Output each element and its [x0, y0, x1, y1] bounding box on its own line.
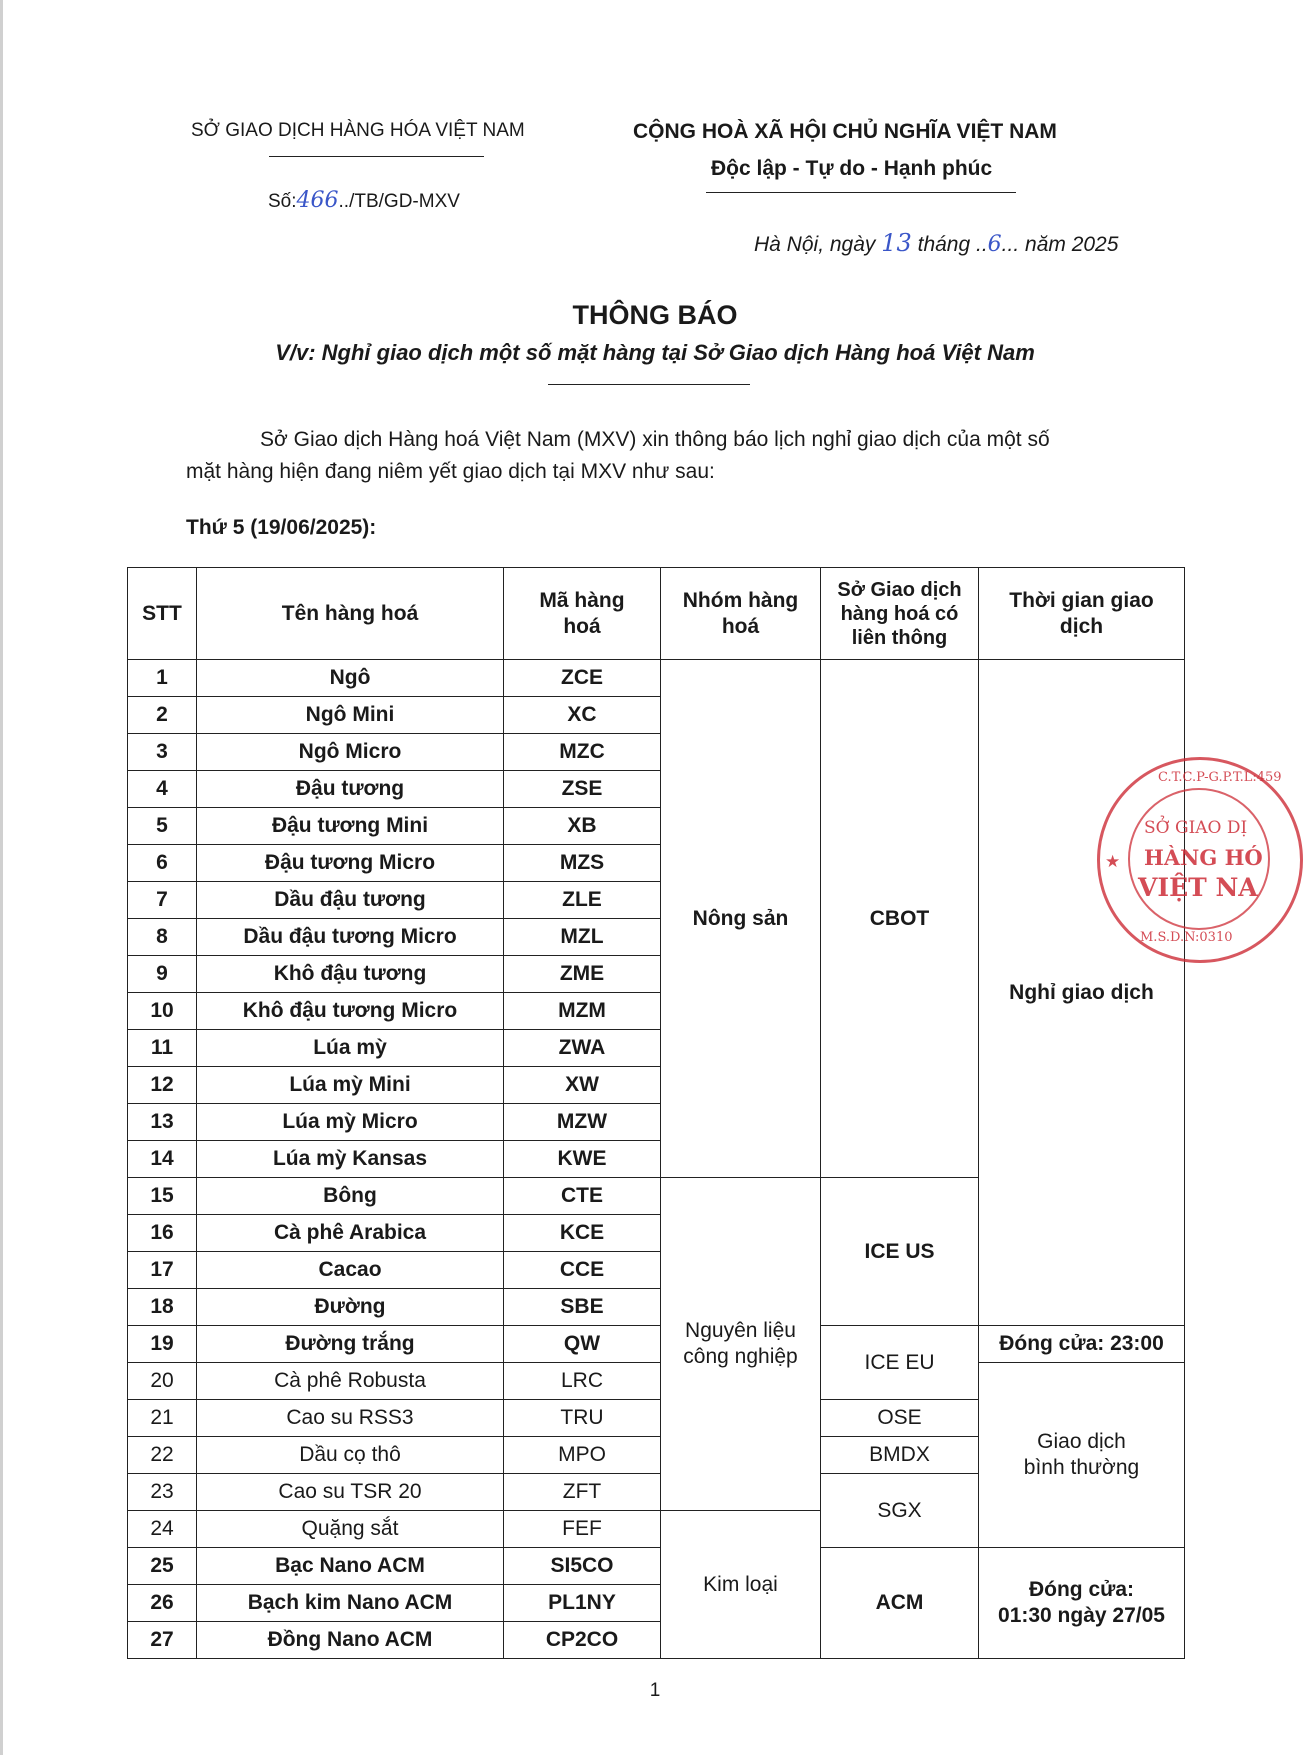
- cell-stt: 23: [128, 1474, 197, 1511]
- header-stt: STT: [128, 568, 197, 660]
- cell-name: Dầu cọ thô: [197, 1437, 504, 1474]
- cell-name: Lúa mỳ Kansas: [197, 1141, 504, 1178]
- stamp-arc-top: C.T.C.P-G.P.T.L:459: [1158, 770, 1282, 785]
- header-exchange: Sở Giao dịch hàng hoá có liên thông: [821, 568, 979, 660]
- exchange-sgx: SGX: [821, 1474, 979, 1548]
- group-nguyen-lieu: Nguyên liệu công nghiệp: [661, 1178, 821, 1511]
- cell-stt: 17: [128, 1252, 197, 1289]
- cell-code: XB: [504, 808, 661, 845]
- cell-stt: 16: [128, 1215, 197, 1252]
- time-nghi-giao-dich: Nghỉ giao dịch: [979, 660, 1185, 1326]
- group-nong-san: Nông sản: [661, 660, 821, 1178]
- cell-stt: 20: [128, 1363, 197, 1400]
- cell-code: ZCE: [504, 660, 661, 697]
- cell-name: Dầu đậu tương: [197, 882, 504, 919]
- cell-code: TRU: [504, 1400, 661, 1437]
- cell-name: Cà phê Arabica: [197, 1215, 504, 1252]
- cell-code: MZS: [504, 845, 661, 882]
- stamp-line-1: SỞ GIAO DỊ: [1144, 818, 1248, 838]
- exchange-acm: ACM: [821, 1548, 979, 1659]
- cell-code: FEF: [504, 1511, 661, 1548]
- subtitle-underline: [548, 384, 750, 385]
- cell-name: Đậu tương: [197, 771, 504, 808]
- cell-name: Cacao: [197, 1252, 504, 1289]
- cell-code: MZC: [504, 734, 661, 771]
- cell-code: QW: [504, 1326, 661, 1363]
- cell-code: XW: [504, 1067, 661, 1104]
- table-row: [128, 1326, 1185, 1363]
- cell-stt: 24: [128, 1511, 197, 1548]
- cell-stt: 2: [128, 697, 197, 734]
- cell-stt: 22: [128, 1437, 197, 1474]
- cell-code: LRC: [504, 1363, 661, 1400]
- exchange-ice-eu: ICE EU: [821, 1326, 979, 1400]
- time-dong-cua-23: Đóng cửa: 23:00: [979, 1326, 1185, 1363]
- cell-name: Cà phê Robusta: [197, 1363, 504, 1400]
- cell-name: Đậu tương Micro: [197, 845, 504, 882]
- time-binh-thuong: Giao dịch bình thường: [979, 1363, 1185, 1548]
- org-name: SỞ GIAO DỊCH HÀNG HÓA VIỆT NAM: [191, 120, 525, 141]
- cell-stt: 8: [128, 919, 197, 956]
- cell-stt: 21: [128, 1400, 197, 1437]
- cell-code: MZW: [504, 1104, 661, 1141]
- cell-stt: 18: [128, 1289, 197, 1326]
- handwritten-day: 13: [881, 229, 912, 257]
- cell-name: Bạc Nano ACM: [197, 1548, 504, 1585]
- document-subtitle: V/v: Nghỉ giao dịch một số mặt hàng tại Sở Giao dịch Hàng hoá Việt Nam: [275, 340, 1035, 365]
- cell-name: Đường: [197, 1289, 504, 1326]
- cell-stt: 27: [128, 1622, 197, 1659]
- cell-stt: 5: [128, 808, 197, 845]
- official-stamp: [1097, 757, 1303, 963]
- cell-name: Ngô: [197, 660, 504, 697]
- motto-underline: [706, 192, 1016, 193]
- cell-name: Quặng sắt: [197, 1511, 504, 1548]
- republic-name: CỘNG HOÀ XÃ HỘI CHỦ NGHĨA VIỆT NAM: [633, 120, 1057, 143]
- cell-code: MZL: [504, 919, 661, 956]
- stamp-line-3: VIỆT NA: [1138, 873, 1258, 902]
- cell-code: CCE: [504, 1252, 661, 1289]
- cell-stt: 11: [128, 1030, 197, 1067]
- cell-code: ZFT: [504, 1474, 661, 1511]
- header-name: Tên hàng hoá: [197, 568, 504, 660]
- cell-name: Ngô Micro: [197, 734, 504, 771]
- cell-name: Cao su RSS3: [197, 1400, 504, 1437]
- exchange-bmdx: BMDX: [821, 1437, 979, 1474]
- table-row: [128, 660, 1185, 697]
- cell-name: Cao su TSR 20: [197, 1474, 504, 1511]
- stamp-star-icon: ★: [1105, 852, 1121, 872]
- table-row: [128, 1548, 1185, 1585]
- cell-stt: 26: [128, 1585, 197, 1622]
- handwritten-month: 6: [987, 232, 1002, 257]
- cell-code: CTE: [504, 1178, 661, 1215]
- time-dong-cua-acm-label: Đóng cửa:: [1028, 1577, 1135, 1601]
- exchange-ice-us: ICE US: [821, 1178, 979, 1326]
- group-kim-loai: Kim loại: [661, 1511, 821, 1659]
- cell-name: Dầu đậu tương Micro: [197, 919, 504, 956]
- table-row: [128, 1363, 1185, 1400]
- document-number: Số:466../TB/GD-MXV: [268, 188, 460, 213]
- page-number: 1: [649, 1680, 661, 1701]
- date-heading: Thứ 5 (19/06/2025):: [186, 516, 377, 539]
- intro-line-1: Sở Giao dịch Hàng hoá Việt Nam (MXV) xin thông báo lịch nghỉ giao dịch của một số: [260, 428, 1050, 451]
- page-edge: [0, 0, 3, 1755]
- cell-stt: 6: [128, 845, 197, 882]
- cell-code: MPO: [504, 1437, 661, 1474]
- exchange-ose: OSE: [821, 1400, 979, 1437]
- cell-name: Bông: [197, 1178, 504, 1215]
- cell-code: CP2CO: [504, 1622, 661, 1659]
- org-underline: [269, 156, 484, 157]
- cell-stt: 1: [128, 660, 197, 697]
- stamp-line-2: HÀNG HÓ: [1144, 845, 1263, 870]
- cell-code: KCE: [504, 1215, 661, 1252]
- cell-stt: 19: [128, 1326, 197, 1363]
- document-title: THÔNG BÁO: [572, 300, 738, 330]
- cell-stt: 4: [128, 771, 197, 808]
- motto: Độc lập - Tự do - Hạnh phúc: [711, 157, 993, 180]
- cell-name: Bạch kim Nano ACM: [197, 1585, 504, 1622]
- header-time: Thời gian giao dịch: [979, 568, 1185, 660]
- time-dong-cua-acm: [979, 1548, 1185, 1659]
- cell-stt: 3: [128, 734, 197, 771]
- cell-stt: 14: [128, 1141, 197, 1178]
- cell-name: Lúa mỳ: [197, 1030, 504, 1067]
- cell-code: SBE: [504, 1289, 661, 1326]
- cell-name: Khô đậu tương Micro: [197, 993, 504, 1030]
- cell-name: Lúa mỳ Micro: [197, 1104, 504, 1141]
- intro-line-2: mặt hàng hiện đang niêm yết giao dịch tại MXV như sau:: [186, 460, 715, 483]
- cell-code: XC: [504, 697, 661, 734]
- cell-code: ZWA: [504, 1030, 661, 1067]
- header-code: Mã hàng hoá: [504, 568, 661, 660]
- cell-stt: 12: [128, 1067, 197, 1104]
- cell-code: ZSE: [504, 771, 661, 808]
- header-group: Nhóm hàng hoá: [661, 568, 821, 660]
- cell-code: ZLE: [504, 882, 661, 919]
- cell-stt: 7: [128, 882, 197, 919]
- issue-date: Hà Nội, ngày 13 tháng ..6... năm 2025: [754, 229, 1119, 257]
- cell-code: SI5CO: [504, 1548, 661, 1585]
- cell-code: KWE: [504, 1141, 661, 1178]
- cell-name: Ngô Mini: [197, 697, 504, 734]
- cell-code: PL1NY: [504, 1585, 661, 1622]
- cell-name: Lúa mỳ Mini: [197, 1067, 504, 1104]
- cell-stt: 10: [128, 993, 197, 1030]
- exchange-cbot: CBOT: [821, 660, 979, 1178]
- cell-stt: 9: [128, 956, 197, 993]
- table-header-row: [128, 568, 1185, 660]
- cell-name: Khô đậu tương: [197, 956, 504, 993]
- cell-name: Đồng Nano ACM: [197, 1622, 504, 1659]
- cell-name: Đường trắng: [197, 1326, 504, 1363]
- holiday-table: [127, 567, 1185, 1659]
- time-dong-cua-acm-value: 01:30 ngày 27/05: [998, 1604, 1165, 1627]
- cell-name: Đậu tương Mini: [197, 808, 504, 845]
- cell-code: ZME: [504, 956, 661, 993]
- cell-code: MZM: [504, 993, 661, 1030]
- handwritten-number: 466: [296, 188, 339, 213]
- cell-stt: 13: [128, 1104, 197, 1141]
- cell-stt: 15: [128, 1178, 197, 1215]
- cell-stt: 25: [128, 1548, 197, 1585]
- stamp-arc-bottom: M.S.D.N:0310: [1140, 930, 1233, 945]
